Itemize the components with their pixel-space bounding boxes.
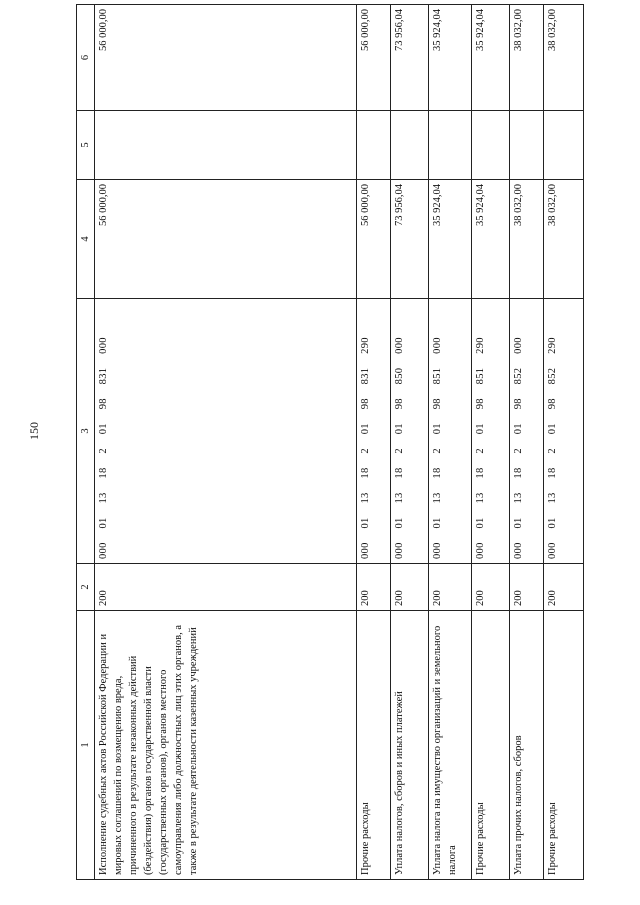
table-row (95, 5, 357, 880)
column-header-4: 4 (77, 180, 95, 299)
row-code-admin: 200 (357, 564, 391, 611)
row-value-col5 (391, 111, 429, 180)
row-name: Прочие расходы (472, 611, 510, 880)
row-value-col4: 35 924,04 (472, 180, 510, 299)
row-name: Прочие расходы (357, 611, 391, 880)
column-header-5: 5 (77, 111, 95, 180)
row-code-admin: 200 (544, 564, 584, 611)
row-value-col4: 35 924,04 (429, 180, 472, 299)
row-value-col4: 38 032,00 (510, 180, 544, 299)
row-value-col6: 56 000,00 (95, 5, 357, 111)
row-name: Исполнение судебных актов Российской Федерации и мировых соглашений по возмещению вреда, причиненного в результате незаконных действий (бездействия) органов государственной власти (государственных органов), органов местного самоуправления либо должностных лиц этих органов, а также в результате деятельности казенных учреждений (95, 611, 357, 880)
row-value-col5 (472, 111, 510, 180)
row-code-classification: 000 01 13 18 2 01 98 852 000 (510, 299, 544, 564)
row-code-admin: 200 (510, 564, 544, 611)
column-header-6: 6 (77, 5, 95, 111)
row-value-col6: 38 032,00 (510, 5, 544, 111)
row-value-col5 (95, 111, 357, 180)
row-value-col6: 38 032,00 (544, 5, 584, 111)
row-value-col5 (510, 111, 544, 180)
row-value-col4: 73 956,04 (391, 180, 429, 299)
table-row (429, 5, 472, 880)
row-code-classification: 000 01 13 18 2 01 98 831 290 (357, 299, 391, 564)
row-code-classification: 000 01 13 18 2 01 98 851 000 (429, 299, 472, 564)
column-header-1: 1 (77, 611, 95, 880)
row-value-col4: 56 000,00 (95, 180, 357, 299)
row-value-col6: 35 924,04 (429, 5, 472, 111)
row-code-classification: 000 01 13 18 2 01 98 831 000 (95, 299, 357, 564)
row-value-col6: 35 924,04 (472, 5, 510, 111)
budget-table (76, 4, 584, 880)
row-value-col4: 56 000,00 (357, 180, 391, 299)
header-row (77, 5, 95, 880)
row-name: Уплата налога на имущество организаций и земельного налога (429, 611, 472, 880)
page-number: 150 (27, 422, 41, 440)
row-code-admin: 200 (95, 564, 357, 611)
row-name: Уплата налогов, сборов и иных платежей (391, 611, 429, 880)
row-code-classification: 000 01 13 18 2 01 98 851 290 (472, 299, 510, 564)
table-row (544, 5, 584, 880)
row-value-col4: 38 032,00 (544, 180, 584, 299)
column-header-3: 3 (77, 299, 95, 564)
table-row (391, 5, 429, 880)
row-code-classification: 000 01 13 18 2 01 98 852 290 (544, 299, 584, 564)
row-name: Уплата прочих налогов, сборов (510, 611, 544, 880)
table-row (357, 5, 391, 880)
row-code-admin: 200 (391, 564, 429, 611)
row-value-col5 (429, 111, 472, 180)
row-code-admin: 200 (472, 564, 510, 611)
rotated-table-container (76, 9, 611, 880)
row-value-col5 (544, 111, 584, 180)
table-row (510, 5, 544, 880)
row-value-col6: 73 956,04 (391, 5, 429, 111)
table-row (472, 5, 510, 880)
column-header-2: 2 (77, 564, 95, 611)
row-value-col6: 56 000,00 (357, 5, 391, 111)
row-value-col5 (357, 111, 391, 180)
row-code-classification: 000 01 13 18 2 01 98 850 000 (391, 299, 429, 564)
row-code-admin: 200 (429, 564, 472, 611)
row-name: Прочие расходы (544, 611, 584, 880)
